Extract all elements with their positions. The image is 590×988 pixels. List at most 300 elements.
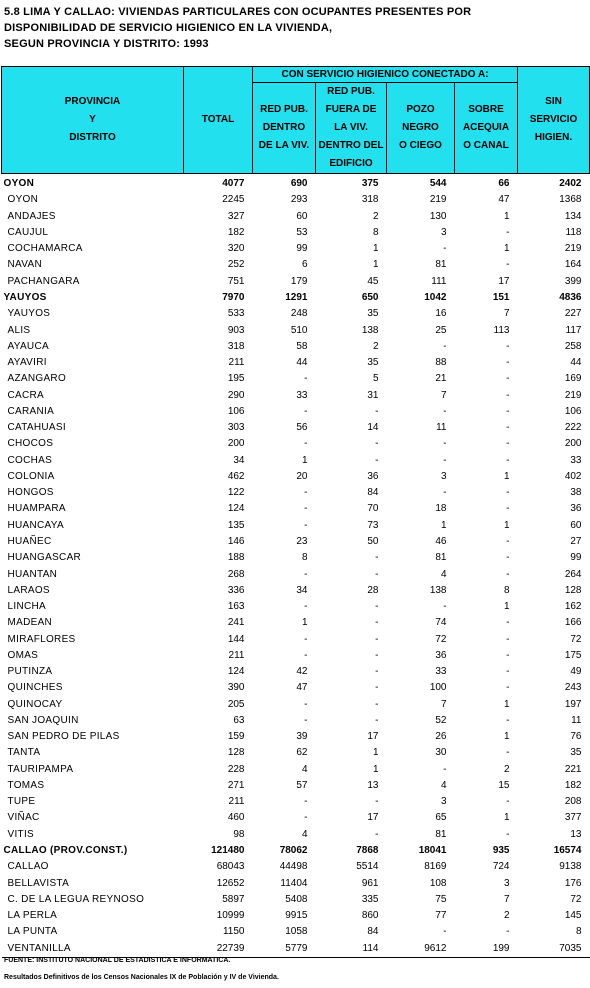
cell-sobre-acequia: - (506, 682, 510, 694)
cell-pozo: 81 (435, 828, 447, 840)
cell-sin-servicio: 72 (570, 633, 582, 645)
cell-red-fuera: 73 (367, 519, 379, 531)
cell-red-fuera: 35 (367, 308, 379, 320)
cell-red-fuera: 114 (316, 940, 387, 957)
cell-red-fuera: 5514 (356, 861, 379, 873)
cell-pozo: 138 (429, 584, 447, 596)
cell-sin-servicio: 243 (564, 682, 582, 694)
cell-red-fuera: 860 (361, 910, 379, 922)
cell-sobre-acequia: - (506, 714, 510, 726)
cell-sin-servicio: 4836 (559, 291, 582, 303)
cell-red-fuera: - (375, 698, 379, 710)
cell-total: 195 (227, 373, 245, 385)
cell-red-dentro: 248 (290, 308, 308, 320)
header-sin-servicio: SIN SERVICIO HIGIEN. (518, 67, 590, 174)
cell-sobre-acequia: 66 (455, 174, 518, 193)
cell-total: 211 (228, 796, 245, 808)
cell-pozo: - (443, 487, 447, 499)
cell-pozo: 81 (435, 552, 447, 564)
cell-pozo: - (443, 926, 447, 938)
cell-red-fuera: 5 (372, 373, 379, 385)
cell-sin-servicio: 219 (564, 389, 582, 401)
cell-total: 5897 (222, 893, 245, 905)
cell-sobre-acequia: 1 (503, 210, 510, 222)
cell-pozo: 130 (429, 210, 447, 222)
cell-sobre-acequia: 2 (503, 763, 510, 775)
cell-total: 12652 (216, 877, 245, 889)
cell-total: 318 (227, 340, 245, 352)
cell-total: 182 (227, 226, 245, 238)
cell-pozo: 81 (435, 259, 447, 271)
row-label: HUANCAYA (7, 519, 64, 531)
cell-sobre-acequia: - (506, 373, 510, 385)
row-label: CHOCOS (7, 438, 54, 450)
cell-total: 211 (228, 357, 245, 369)
cell-pozo: 219 (429, 194, 447, 206)
cell-sin-servicio: 106 (564, 405, 582, 417)
cell-sin-servicio: 134 (564, 210, 582, 222)
cell-red-dentro: 690 (253, 174, 316, 193)
cell-red-dentro: 20 (296, 470, 308, 482)
cell-sin-servicio: 162 (564, 601, 582, 613)
cell-red-dentro: - (304, 812, 308, 824)
cell-red-dentro: - (304, 405, 308, 417)
cell-pozo: 3 (440, 226, 447, 238)
cell-sin-servicio: 38 (570, 487, 582, 499)
cell-red-dentro: - (304, 373, 308, 385)
cell-sin-servicio: 60 (570, 519, 582, 531)
cell-sin-servicio: 9138 (559, 861, 582, 873)
row-label: C. DE LA LEGUA REYNOSO (7, 893, 145, 905)
table-row (2, 241, 590, 257)
cell-red-fuera: - (375, 714, 379, 726)
cell-sobre-acequia: - (506, 747, 510, 759)
cell-sobre-acequia: - (506, 405, 510, 417)
row-label: CALLAO (PROV.CONST.) (3, 845, 128, 857)
cell-total: 146 (227, 535, 245, 547)
cell-red-fuera: 70 (367, 503, 379, 515)
cell-total: 271 (227, 779, 245, 791)
table-row (2, 583, 590, 599)
cell-red-fuera: 2 (372, 340, 379, 352)
row-label: PUTINZA (7, 666, 53, 678)
row-label: AYAVIRI (7, 357, 47, 369)
row-label: QUINCHES (7, 682, 63, 694)
row-label: ANDAJES (7, 210, 56, 222)
row-label: HONGOS (7, 487, 54, 499)
cell-red-dentro: - (304, 698, 308, 710)
cell-red-dentro: 1 (301, 454, 308, 466)
cell-total: 2245 (222, 194, 245, 206)
cell-red-dentro: 57 (296, 779, 308, 791)
table-row (2, 713, 590, 729)
cell-pozo: 26 (435, 731, 447, 743)
cell-red-fuera: - (375, 828, 379, 840)
cell-red-dentro: - (304, 633, 308, 645)
cell-total: 98 (233, 828, 245, 840)
cell-total: 211 (228, 649, 245, 661)
row-label: PACHANGARA (7, 275, 80, 287)
cell-sin-servicio: 118 (565, 226, 582, 238)
cell-pozo: 108 (429, 877, 447, 889)
header-total: TOTAL (184, 67, 253, 174)
cell-sobre-acequia: 8 (503, 584, 510, 596)
row-label: OYON (2, 174, 184, 193)
cell-sin-servicio: 13 (570, 828, 582, 840)
cell-sobre-acequia: 7 (503, 308, 510, 320)
table-row (2, 859, 590, 875)
table-title (4, 4, 584, 52)
cell-pozo: 1042 (424, 291, 447, 303)
cell-sobre-acequia: 7 (503, 893, 510, 905)
table-row (2, 209, 590, 225)
cell-sin-servicio: 402 (564, 470, 582, 482)
row-label: LA PUNTA (7, 926, 58, 938)
table-row (2, 697, 590, 713)
cell-sin-servicio: 197 (564, 698, 582, 710)
row-label: AZANGARO (7, 373, 67, 385)
cell-red-fuera: 961 (361, 877, 379, 889)
cell-red-fuera: - (375, 649, 379, 661)
table-row (2, 371, 590, 387)
data-table (1, 66, 590, 958)
table-row (2, 615, 590, 631)
table-row (2, 469, 590, 485)
cell-sin-servicio: 36 (570, 503, 582, 515)
row-label: QUINOCAY (7, 698, 63, 710)
cell-red-fuera: - (375, 405, 379, 417)
cell-sin-servicio: 399 (564, 275, 582, 287)
cell-sobre-acequia: - (506, 487, 510, 499)
cell-sobre-acequia: 199 (455, 940, 518, 957)
cell-pozo: 75 (435, 893, 447, 905)
table-row (2, 518, 590, 534)
table-row (2, 192, 590, 208)
cell-sin-servicio: 200 (564, 438, 582, 450)
table-row (2, 534, 590, 550)
cell-sin-servicio: 44 (570, 357, 582, 369)
table-row (2, 631, 590, 647)
cell-sin-servicio: 182 (564, 779, 582, 791)
cell-total: 188 (227, 552, 245, 564)
cell-pozo: 9612 (387, 940, 455, 957)
cell-red-fuera: 8 (372, 226, 379, 238)
cell-red-fuera: - (375, 796, 379, 808)
cell-total: 163 (227, 601, 245, 613)
cell-total: 327 (227, 210, 245, 222)
cell-sin-servicio: 227 (564, 308, 582, 320)
row-label: COCHAS (7, 454, 53, 466)
cell-sobre-acequia: - (506, 666, 510, 678)
table-row (2, 729, 590, 745)
cell-total: 124 (227, 666, 245, 678)
cell-red-dentro: 34 (296, 584, 308, 596)
cell-red-fuera: 1 (372, 747, 379, 759)
cell-sin-servicio: 221 (564, 763, 582, 775)
cell-total: 68043 (216, 861, 245, 873)
cell-red-dentro: - (304, 438, 308, 450)
table-row (2, 599, 590, 615)
cell-sin-servicio: 222 (564, 422, 582, 434)
cell-total: 268 (227, 568, 245, 580)
cell-sobre-acequia: - (506, 454, 510, 466)
title-line-2: DISPONIBILIDAD DE SERVICIO HIGIENICO EN LA VIVIENDA, (4, 22, 333, 34)
cell-sin-servicio: 219 (564, 243, 582, 255)
cell-sobre-acequia: 47 (498, 194, 510, 206)
cell-red-fuera: 35 (367, 357, 379, 369)
cell-pozo: 72 (435, 633, 447, 645)
cell-sin-servicio: 7035 (518, 940, 590, 957)
table-row (2, 566, 590, 582)
cell-pozo: 18 (435, 503, 447, 515)
cell-red-fuera: 84 (367, 926, 379, 938)
cell-pozo: 18041 (418, 845, 447, 857)
cell-sobre-acequia: 724 (492, 861, 510, 873)
table-row (2, 778, 590, 794)
cell-red-dentro: 6 (301, 259, 308, 271)
cell-red-dentro: 39 (296, 731, 308, 743)
cell-pozo: 88 (435, 357, 447, 369)
cell-total: 128 (227, 747, 245, 759)
cell-total: 159 (227, 731, 245, 743)
row-label: HUANGASCAR (7, 552, 82, 564)
cell-pozo: - (443, 438, 447, 450)
cell-total: 10999 (216, 910, 245, 922)
cell-red-dentro: 33 (296, 389, 308, 401)
cell-sin-servicio: 176 (564, 877, 582, 889)
row-label: BELLAVISTA (7, 877, 70, 889)
cell-sobre-acequia: 1 (503, 601, 510, 613)
table-header (2, 67, 590, 174)
cell-red-dentro: 42 (296, 666, 308, 678)
cell-red-dentro: 4 (301, 828, 308, 840)
cell-sin-servicio: 169 (564, 373, 582, 385)
table-row (2, 648, 590, 664)
cell-pozo: 77 (435, 910, 447, 922)
cell-red-fuera: 335 (361, 893, 379, 905)
header-pozo: POZO NEGRO O CIEGO (387, 83, 455, 174)
cell-sobre-acequia: 2 (503, 910, 510, 922)
cell-total: 7970 (222, 291, 245, 303)
cell-pozo: 3 (440, 470, 447, 482)
cell-pozo: 36 (435, 649, 447, 661)
cell-red-fuera: - (375, 666, 379, 678)
cell-pozo: 111 (431, 275, 447, 287)
header-red-fuera: RED PUB. FUERA DE LA VIV. DENTRO DEL EDIFICIO (316, 83, 387, 174)
row-label: TAURIPAMPA (7, 763, 74, 775)
cell-pozo: - (443, 243, 447, 255)
table-row (2, 680, 590, 696)
cell-red-dentro: 1 (301, 617, 308, 629)
cell-total: 135 (227, 519, 245, 531)
cell-total: 390 (227, 682, 245, 694)
cell-red-dentro: 78062 (279, 845, 308, 857)
table-row (2, 745, 590, 761)
cell-sin-servicio: 72 (570, 893, 582, 905)
row-label: OYON (7, 194, 39, 206)
cell-red-dentro: 44498 (279, 861, 308, 873)
cell-pozo: 3 (440, 796, 447, 808)
row-label: LINCHA (7, 601, 46, 613)
cell-sobre-acequia: 17 (498, 275, 510, 287)
cell-sobre-acequia: - (506, 422, 510, 434)
row-label: TUPE (7, 796, 36, 808)
cell-pozo: 33 (435, 666, 447, 678)
cell-sin-servicio: 49 (570, 666, 582, 678)
row-label: COLONIA (7, 470, 55, 482)
cell-total: 200 (227, 438, 245, 450)
cell-red-dentro: 23 (296, 535, 308, 547)
row-label: YAUYOS (3, 291, 47, 303)
table-row (2, 339, 590, 355)
cell-sobre-acequia: - (506, 552, 510, 564)
cell-pozo: 7 (440, 698, 447, 710)
cell-red-fuera: - (375, 438, 379, 450)
cell-total: 228 (227, 763, 245, 775)
cell-sobre-acequia: 15 (498, 779, 510, 791)
cell-total: 252 (227, 259, 245, 271)
row-label: TANTA (7, 747, 41, 759)
cell-sobre-acequia: 3 (503, 877, 510, 889)
table-row (2, 875, 590, 891)
cell-red-fuera: 375 (316, 174, 387, 193)
table-row (2, 485, 590, 501)
province-row (2, 290, 590, 306)
table-row (2, 387, 590, 403)
row-label: LARAOS (7, 584, 50, 596)
row-label: YAUYOS (7, 308, 51, 320)
cell-sobre-acequia: - (506, 649, 510, 661)
row-label: HUANTAN (7, 568, 58, 580)
cell-sin-servicio: 264 (564, 568, 582, 580)
cell-sin-servicio: 99 (570, 552, 582, 564)
cell-pozo: 16 (435, 308, 447, 320)
cell-total: 751 (227, 275, 245, 287)
cell-total: 122 (227, 487, 245, 499)
cell-sin-servicio: 76 (570, 731, 582, 743)
row-label: TOMAS (7, 779, 45, 791)
footer-source: FUENTE: INSTITUTO NACIONAL DE ESTADISTICA E INFORMATICA. (4, 957, 231, 964)
cell-total: 303 (227, 422, 245, 434)
row-label: OMAS (7, 649, 39, 661)
cell-pozo: - (443, 763, 447, 775)
cell-sobre-acequia: 151 (492, 291, 510, 303)
cell-sobre-acequia: - (506, 926, 510, 938)
cell-total: 460 (227, 812, 245, 824)
row-label: CAUJUL (7, 226, 49, 238)
cell-sobre-acequia: - (506, 259, 510, 271)
cell-red-dentro: 510 (290, 324, 308, 336)
table-row (2, 274, 590, 290)
table-row (2, 306, 590, 322)
cell-sobre-acequia: - (506, 503, 510, 515)
cell-red-dentro: 44 (296, 357, 308, 369)
cell-sin-servicio: 175 (564, 649, 582, 661)
footer-note: Resultados Definitivos de los Censos Nacionales IX de Población y IV de Vivienda. (4, 974, 279, 981)
title-line-1: 5.8 LIMA Y CALLAO: VIVIENDAS PARTICULARES CON OCUPANTES PRESENTES POR (4, 6, 472, 18)
cell-red-dentro: 60 (296, 210, 308, 222)
header-red-dentro: RED PUB. DENTRO DE LA VIV. (253, 83, 316, 174)
cell-total: 4077 (184, 174, 253, 193)
row-label: ALIS (7, 324, 31, 336)
cell-red-dentro: - (304, 487, 308, 499)
row-label: SAN PEDRO DE PILAS (7, 731, 120, 743)
cell-total: 106 (227, 405, 245, 417)
cell-red-dentro: - (304, 649, 308, 661)
row-label: SAN JOAQUIN (7, 714, 79, 726)
row-label: NAVAN (7, 259, 42, 271)
cell-red-dentro: - (304, 519, 308, 531)
cell-red-fuera: - (375, 633, 379, 645)
cell-red-dentro: 1291 (285, 291, 308, 303)
cell-pozo: 65 (435, 812, 447, 824)
cell-red-fuera: - (375, 454, 379, 466)
cell-total: 1150 (222, 926, 245, 938)
cell-total: 34 (233, 454, 245, 466)
cell-sin-servicio: 16574 (553, 845, 582, 857)
cell-red-dentro: 4 (301, 763, 308, 775)
row-label: MADEAN (7, 617, 53, 629)
table-row (2, 420, 590, 436)
cell-red-fuera: 1 (372, 259, 379, 271)
cell-total: 121480 (211, 845, 245, 857)
cell-red-fuera: - (375, 682, 379, 694)
row-label: CALLAO (7, 861, 49, 873)
cell-red-dentro: 11404 (280, 877, 308, 889)
cell-sin-servicio: 1368 (559, 194, 582, 206)
cell-red-dentro: 62 (296, 747, 308, 759)
cell-sin-servicio: 27 (570, 535, 582, 547)
cell-red-dentro: 8 (301, 552, 308, 564)
cell-red-dentro: 1058 (285, 926, 308, 938)
cell-red-fuera: 31 (367, 389, 379, 401)
row-label: CARANIA (7, 405, 55, 417)
cell-red-fuera: 318 (361, 194, 379, 206)
cell-red-fuera: 7868 (356, 845, 379, 857)
row-label: VIÑAC (7, 812, 40, 824)
table-row (2, 940, 590, 957)
cell-total: 241 (227, 617, 245, 629)
cell-sobre-acequia: - (506, 617, 510, 629)
cell-red-dentro: - (304, 714, 308, 726)
header-provincia: PROVINCIA Y DISTRITO (2, 67, 184, 174)
cell-sobre-acequia: 1 (503, 470, 510, 482)
title-line-3: SEGUN PROVINCIA Y DISTRITO: 1993 (4, 38, 209, 50)
cell-red-fuera: 2 (372, 210, 379, 222)
cell-red-fuera: 45 (367, 275, 379, 287)
table-body (2, 174, 590, 958)
row-label: COCHAMARCA (7, 243, 83, 255)
row-label: VITIS (7, 828, 35, 840)
cell-sin-servicio: 11 (571, 714, 582, 726)
table-row (2, 453, 590, 469)
cell-red-fuera: 17 (367, 812, 379, 824)
cell-pozo: 52 (435, 714, 447, 726)
cell-red-dentro: 47 (296, 682, 308, 694)
table-row (2, 908, 590, 924)
cell-total: 462 (227, 470, 245, 482)
table-row (2, 892, 590, 908)
cell-red-fuera: 50 (367, 535, 379, 547)
table-row (2, 762, 590, 778)
cell-pozo: - (443, 454, 447, 466)
cell-red-fuera: 13 (367, 779, 379, 791)
row-label: LA PERLA (7, 910, 58, 922)
cell-sobre-acequia: - (506, 535, 510, 547)
row-label: CATAHUASI (7, 422, 66, 434)
table-row (2, 404, 590, 420)
cell-sin-servicio: 2402 (518, 174, 590, 193)
